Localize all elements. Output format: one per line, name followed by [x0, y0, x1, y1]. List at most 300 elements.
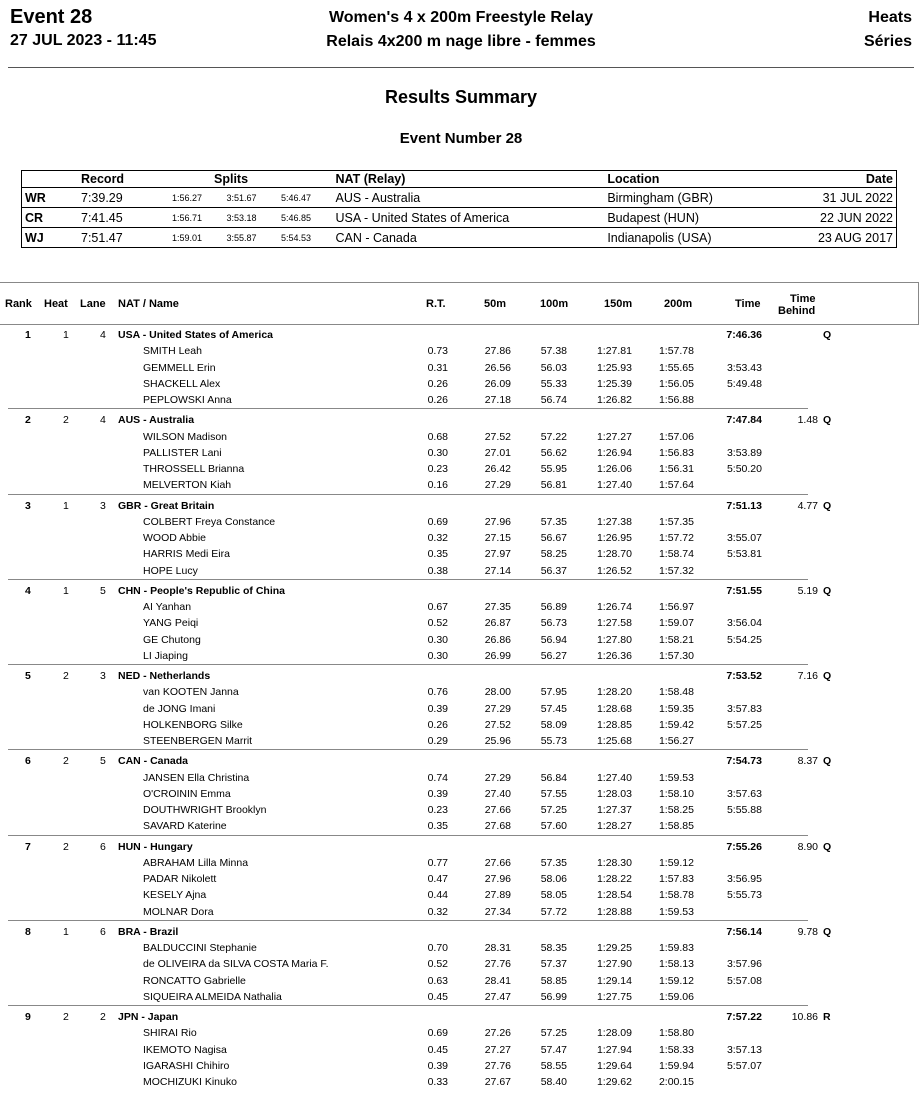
swimmer-name: LI Jiaping: [143, 649, 188, 662]
cumulative-time: 3:56.95: [726, 873, 762, 885]
team-row: [0, 1009, 922, 1025]
split-150m: 1:26.94: [596, 446, 632, 459]
split-150m: 1:28.27: [596, 820, 632, 833]
swimmer-row: [0, 940, 922, 956]
split-200m: 1:56.88: [658, 394, 694, 406]
swimmer-row: [0, 360, 922, 376]
split-200m: 1:57.83: [658, 873, 694, 885]
qualification-mark: Q: [823, 670, 832, 682]
split-50m: 28.31: [484, 942, 511, 954]
records-header-splits: Splits: [214, 172, 249, 186]
cumulative-time: 3:53.43: [726, 361, 762, 374]
reaction-time: 0.23: [427, 804, 448, 816]
split-100m: 58.06: [540, 873, 567, 885]
split-200m: 1:59.07: [658, 617, 694, 630]
reaction-time: 0.70: [427, 942, 448, 954]
reaction-time: 0.31: [427, 361, 448, 374]
reaction-time: 0.39: [427, 787, 448, 800]
qualification-mark: R: [823, 1011, 831, 1023]
swimmer-row: [0, 461, 922, 477]
swimmer-row: [0, 802, 922, 818]
split-100m: 57.35: [540, 515, 567, 528]
swimmer-name: MOCHIZUKI Kinuko: [143, 1076, 237, 1088]
split-200m: 1:56.05: [658, 377, 694, 390]
split-100m: 56.74: [540, 394, 567, 406]
qualification-mark: Q: [823, 499, 832, 512]
reaction-time: 0.32: [427, 905, 448, 918]
split-50m: 27.86: [484, 345, 511, 358]
col-lane: Lane: [80, 298, 106, 310]
split-100m: 57.47: [540, 1043, 567, 1056]
split-100m: 58.09: [540, 718, 567, 731]
team-time-behind: 8.90: [797, 840, 818, 853]
split-150m: 1:28.09: [596, 1027, 632, 1040]
cumulative-time: 3:57.13: [726, 1043, 762, 1056]
col-time: Time: [735, 298, 761, 310]
cumulative-time: 3:56.04: [726, 617, 762, 630]
team-lane: 3: [100, 499, 106, 512]
split-100m: 56.89: [540, 601, 567, 613]
swimmer-row: [0, 429, 922, 445]
team-lane: 6: [100, 925, 106, 938]
team-heat: 2: [63, 840, 69, 853]
split-50m: 26.09: [484, 377, 511, 390]
reaction-time: 0.30: [427, 446, 448, 459]
split-200m: 1:59.83: [658, 942, 694, 954]
swimmer-row: [0, 904, 922, 920]
team-rank: 9: [25, 1011, 31, 1023]
swimmer-row: [0, 514, 922, 530]
split-200m: 1:57.30: [658, 649, 694, 662]
event-number: Event Number 28: [399, 130, 523, 147]
split-100m: 57.95: [540, 686, 567, 699]
record-date: 22 JUN 2022: [773, 208, 896, 228]
split-150m: 1:27.94: [596, 1043, 632, 1056]
swimmer-name: MOLNAR Dora: [143, 905, 214, 918]
col-150m: 150m: [604, 298, 633, 310]
split-50m: 26.99: [484, 649, 511, 662]
split-150m: 1:26.74: [596, 601, 632, 613]
team-time-behind: 4.77: [797, 499, 818, 512]
split-100m: 56.73: [540, 617, 567, 630]
swimmer-row: [0, 1058, 922, 1074]
qualification-mark: Q: [823, 584, 832, 597]
team-lane: 3: [100, 670, 106, 682]
qualification-mark: Q: [823, 840, 832, 853]
team-time-behind: 1.48: [797, 414, 818, 427]
split-100m: 56.37: [540, 564, 567, 577]
split-50m: 27.14: [484, 564, 511, 577]
split-100m: 55.73: [540, 735, 567, 747]
team-heat: 1: [63, 584, 69, 597]
team-name: CHN - People's Republic of China: [118, 584, 286, 597]
split-200m: 1:58.10: [658, 787, 694, 800]
swimmer-name: COLBERT Freya Constance: [143, 515, 276, 528]
reaction-time: 0.45: [427, 1043, 448, 1056]
cumulative-time: 5:50.20: [726, 463, 762, 475]
record-location: Indianapolis (USA): [604, 228, 773, 248]
swimmer-row: [0, 786, 922, 802]
record-time: 7:41.45: [78, 208, 169, 228]
split-150m: 1:28.85: [596, 718, 632, 731]
swimmer-name: HOPE Lucy: [143, 564, 198, 577]
split-150m: 1:27.40: [596, 479, 632, 492]
swimmer-name: HARRIS Medi Eira: [143, 548, 230, 561]
results-list: [0, 327, 922, 1090]
team-heat: 2: [63, 670, 69, 682]
reaction-time: 0.63: [427, 974, 448, 987]
team-time-behind: 10.86: [791, 1011, 818, 1023]
split-150m: 1:28.30: [596, 856, 632, 869]
split-100m: 58.55: [540, 1059, 567, 1072]
split-50m: 27.18: [484, 394, 511, 406]
swimmer-row: [0, 973, 922, 989]
swimmer-row: [0, 1025, 922, 1041]
col-name: NAT / Name: [118, 298, 179, 310]
swimmer-name: DOUTHWRIGHT Brooklyn: [143, 804, 267, 816]
split-200m: 1:59.42: [658, 718, 694, 731]
record-location: Budapest (HUN): [604, 208, 773, 228]
swimmer-name: PADAR Nikolett: [143, 873, 217, 885]
swimmer-row: [0, 956, 922, 972]
split-200m: 2:00.15: [658, 1076, 694, 1088]
event-datetime: 27 JUL 2023 - 11:45: [10, 32, 157, 49]
reaction-time: 0.29: [427, 735, 448, 747]
swimmer-name: JANSEN Ella Christina: [143, 771, 250, 784]
split-50m: 27.96: [484, 873, 511, 885]
split-50m: 27.26: [484, 1027, 511, 1040]
split-150m: 1:26.82: [596, 394, 632, 406]
split-50m: 27.29: [484, 771, 511, 784]
split-200m: 1:55.65: [658, 361, 694, 374]
split-200m: 1:58.74: [658, 548, 694, 561]
split-50m: 27.52: [484, 430, 511, 443]
record-type: WJ: [22, 228, 79, 248]
header-divider: [8, 67, 914, 68]
record-row: [22, 228, 897, 248]
swimmer-name: HOLKENBORG Silke: [143, 718, 243, 731]
team-time-behind: 5.19: [797, 584, 818, 597]
split-100m: 58.05: [540, 889, 567, 902]
split-50m: 26.42: [484, 463, 511, 475]
swimmer-name: KESELY Ajna: [143, 889, 207, 902]
col-rank: Rank: [5, 298, 32, 310]
team-time-behind: 7.16: [797, 670, 818, 682]
reaction-time: 0.38: [427, 564, 448, 577]
swimmer-row: [0, 546, 922, 562]
reaction-time: 0.76: [427, 686, 448, 699]
results-header: [0, 282, 919, 325]
swimmer-name: PALLISTER Lani: [143, 446, 222, 459]
page-title: Results Summary: [384, 87, 538, 107]
split-200m: 1:56.31: [658, 463, 694, 475]
split-100m: 56.84: [540, 771, 567, 784]
split-200m: 1:59.06: [658, 990, 694, 1003]
col-50m: 50m: [484, 298, 507, 310]
split-200m: 1:57.32: [658, 564, 694, 577]
split-150m: 1:26.06: [596, 463, 632, 475]
split-50m: 27.01: [484, 446, 511, 459]
team-lane: 5: [100, 584, 106, 597]
split-50m: 28.00: [484, 686, 511, 699]
split-100m: 58.40: [540, 1076, 567, 1088]
team-lane: 4: [100, 414, 106, 427]
reaction-time: 0.35: [427, 820, 448, 833]
split-150m: 1:28.88: [596, 905, 632, 918]
reaction-time: 0.77: [427, 856, 448, 869]
split-100m: 56.81: [540, 479, 567, 492]
records-header-row: [22, 171, 897, 188]
split-150m: 1:25.68: [596, 735, 632, 747]
team-rank: 2: [25, 414, 31, 427]
team-time: 7:55.26: [726, 840, 762, 853]
split-50m: 26.87: [484, 617, 511, 630]
reaction-time: 0.16: [427, 479, 448, 492]
split-150m: 1:27.90: [596, 958, 632, 971]
cumulative-time: 5:55.88: [726, 804, 762, 816]
cumulative-time: 3:57.63: [726, 787, 762, 800]
swimmer-name: BALDUCCINI Stephanie: [143, 942, 257, 954]
team-rank: 8: [25, 925, 31, 938]
cumulative-time: 3:55.07: [726, 532, 762, 544]
team-time: 7:47.84: [726, 414, 762, 427]
split-50m: 27.66: [484, 856, 511, 869]
swimmer-name: GE Chutong: [143, 633, 201, 646]
reaction-time: 0.39: [427, 1059, 448, 1072]
split-150m: 1:25.39: [596, 377, 632, 390]
split-100m: 57.25: [540, 1027, 567, 1040]
team-heat: 2: [63, 414, 69, 427]
split-200m: 1:58.48: [658, 686, 694, 699]
swimmer-row: [0, 1042, 922, 1058]
split-200m: 1:59.53: [658, 771, 694, 784]
col-rt: R.T.: [426, 298, 446, 310]
team-heat: 2: [63, 755, 69, 768]
split-50m: 25.96: [484, 735, 511, 747]
split-150m: 1:29.14: [596, 974, 632, 987]
team-row: [0, 583, 922, 599]
record-split-2: 3:51.67: [224, 188, 279, 208]
swimmer-name: SIQUEIRA ALMEIDA Nathalia: [143, 990, 282, 1003]
split-150m: 1:27.75: [596, 990, 632, 1003]
cumulative-time: 3:53.89: [726, 446, 762, 459]
record-row: [22, 188, 897, 208]
split-150m: 1:29.62: [596, 1076, 632, 1088]
team-row: [0, 924, 922, 940]
team-time: 7:46.36: [726, 329, 762, 341]
qualification-mark: Q: [823, 329, 832, 341]
swimmer-name: YANG Peiqi: [143, 617, 199, 630]
swimmer-row: [0, 871, 922, 887]
team-heat: 2: [63, 1011, 69, 1023]
reaction-time: 0.44: [427, 889, 448, 902]
split-200m: 1:58.85: [658, 820, 694, 833]
split-100m: 58.85: [540, 974, 567, 987]
cumulative-time: 3:57.96: [726, 958, 762, 971]
split-100m: 57.55: [540, 787, 567, 800]
record-split-3: 5:46.47: [278, 188, 333, 208]
document-header: [10, 6, 912, 54]
reaction-time: 0.47: [427, 873, 448, 885]
team-name: GBR - Great Britain: [118, 499, 215, 512]
team-name: HUN - Hungary: [118, 840, 193, 853]
split-150m: 1:27.80: [596, 633, 632, 646]
split-200m: 1:58.21: [658, 633, 694, 646]
split-150m: 1:29.25: [596, 942, 632, 954]
team-heat: 1: [63, 329, 69, 341]
split-150m: 1:27.40: [596, 771, 632, 784]
swimmer-name: O'CROININ Emma: [143, 787, 231, 800]
reaction-time: 0.26: [427, 394, 448, 406]
team-row: [0, 668, 922, 684]
split-50m: 27.52: [484, 718, 511, 731]
split-200m: 1:56.97: [658, 601, 694, 613]
split-100m: 56.03: [540, 361, 567, 374]
split-200m: 1:58.13: [658, 958, 694, 971]
split-150m: 1:26.95: [596, 532, 632, 544]
team-lane: 5: [100, 755, 106, 768]
qualification-mark: Q: [823, 755, 832, 768]
split-50m: 27.97: [484, 548, 511, 561]
record-time: 7:51.47: [78, 228, 169, 248]
split-50m: 27.89: [484, 889, 511, 902]
cumulative-time: 5:53.81: [726, 548, 762, 561]
split-200m: 1:57.35: [658, 515, 694, 528]
split-200m: 1:57.64: [658, 479, 694, 492]
split-50m: 27.68: [484, 820, 511, 833]
swimmer-row: [0, 733, 922, 749]
split-50m: 27.47: [484, 990, 511, 1003]
record-type: WR: [22, 188, 79, 208]
team-lane: 2: [100, 1011, 106, 1023]
records-table: [21, 170, 897, 248]
team-rank: 6: [25, 755, 31, 768]
col-heat: Heat: [44, 298, 68, 310]
team-time: 7:51.55: [726, 584, 762, 597]
split-150m: 1:28.20: [596, 686, 632, 699]
record-split-1: 1:56.27: [169, 188, 224, 208]
swimmer-row: [0, 1074, 922, 1090]
reaction-time: 0.26: [427, 377, 448, 390]
split-50m: 27.15: [484, 532, 511, 544]
col-behind-2: Behind: [778, 305, 816, 317]
team-row: [0, 753, 922, 769]
swimmer-row: [0, 615, 922, 631]
split-200m: 1:58.33: [658, 1043, 694, 1056]
swimmer-name: de OLIVEIRA da SILVA COSTA Maria F.: [143, 958, 329, 971]
swimmer-row: [0, 701, 922, 717]
split-100m: 55.33: [540, 377, 567, 390]
split-50m: 27.35: [484, 601, 511, 613]
cumulative-time: 5:57.07: [726, 1059, 762, 1072]
team-rank: 5: [25, 670, 31, 682]
split-100m: 57.37: [540, 958, 567, 971]
split-100m: 55.95: [540, 463, 567, 475]
split-50m: 27.67: [484, 1076, 511, 1088]
team-rank: 7: [25, 840, 31, 853]
team-row: [0, 412, 922, 428]
swimmer-row: [0, 770, 922, 786]
reaction-time: 0.35: [427, 548, 448, 561]
swimmer-name: AI Yanhan: [143, 601, 192, 613]
swimmer-row: [0, 717, 922, 733]
swimmer-row: [0, 989, 922, 1005]
cumulative-time: 3:57.83: [726, 702, 762, 715]
phase-fr: Séries: [863, 33, 912, 50]
split-50m: 27.66: [484, 804, 511, 816]
split-50m: 27.40: [484, 787, 511, 800]
split-150m: 1:26.52: [596, 564, 632, 577]
phase-en: Heats: [868, 9, 912, 26]
split-150m: 1:28.03: [596, 787, 632, 800]
swimmer-name: MELVERTON Kiah: [143, 479, 232, 492]
split-50m: 26.86: [484, 633, 511, 646]
team-rank: 1: [25, 329, 31, 341]
swimmer-name: WILSON Madison: [143, 430, 228, 443]
record-row: [22, 208, 897, 228]
split-100m: 56.62: [540, 446, 567, 459]
record-nat: USA - United States of America: [333, 208, 605, 228]
split-200m: 1:58.78: [658, 889, 694, 902]
record-type: CR: [22, 208, 79, 228]
team-time: 7:51.13: [726, 499, 762, 512]
team-time: 7:56.14: [726, 925, 762, 938]
team-lane: 4: [100, 329, 106, 341]
split-100m: 57.25: [540, 804, 567, 816]
split-50m: 27.27: [484, 1043, 511, 1056]
cumulative-time: 5:55.73: [726, 889, 762, 902]
reaction-time: 0.45: [427, 990, 448, 1003]
split-150m: 1:27.37: [596, 804, 632, 816]
split-150m: 1:28.22: [596, 873, 632, 885]
swimmer-row: [0, 376, 922, 392]
reaction-time: 0.68: [427, 430, 448, 443]
team-heat: 1: [63, 499, 69, 512]
split-150m: 1:27.27: [596, 430, 632, 443]
split-50m: 27.34: [484, 905, 511, 918]
event-label: Event 28: [10, 6, 93, 28]
split-100m: 57.38: [540, 345, 567, 358]
team-row: [0, 498, 922, 514]
reaction-time: 0.69: [427, 515, 448, 528]
swimmer-row: [0, 599, 922, 615]
record-date: 23 AUG 2017: [773, 228, 896, 248]
swimmer-name: IKEMOTO Nagisa: [143, 1043, 227, 1056]
record-date: 31 JUL 2022: [773, 188, 896, 208]
split-100m: 56.67: [540, 532, 567, 544]
team-row: [0, 327, 922, 343]
split-100m: 56.27: [540, 649, 567, 662]
cumulative-time: 5:57.25: [726, 718, 762, 731]
split-100m: 58.25: [540, 548, 567, 561]
swimmer-name: STEENBERGEN Marrit: [143, 735, 253, 747]
reaction-time: 0.69: [427, 1027, 448, 1040]
swimmer-name: van KOOTEN Janna: [143, 686, 239, 699]
swimmer-row: [0, 684, 922, 700]
reaction-time: 0.30: [427, 633, 448, 646]
swimmer-name: THROSSELL Brianna: [143, 463, 245, 475]
split-200m: 1:58.25: [658, 804, 694, 816]
swimmer-row: [0, 445, 922, 461]
record-split-1: 1:59.01: [169, 228, 224, 248]
record-nat: AUS - Australia: [333, 188, 605, 208]
swimmer-name: ABRAHAM Lilla Minna: [143, 856, 249, 869]
records-header-location: Location: [607, 172, 660, 186]
team-name: CAN - Canada: [118, 755, 189, 768]
records-header-date: Date: [865, 172, 893, 186]
team-name: NED - Netherlands: [118, 670, 211, 682]
swimmer-row: [0, 563, 922, 579]
